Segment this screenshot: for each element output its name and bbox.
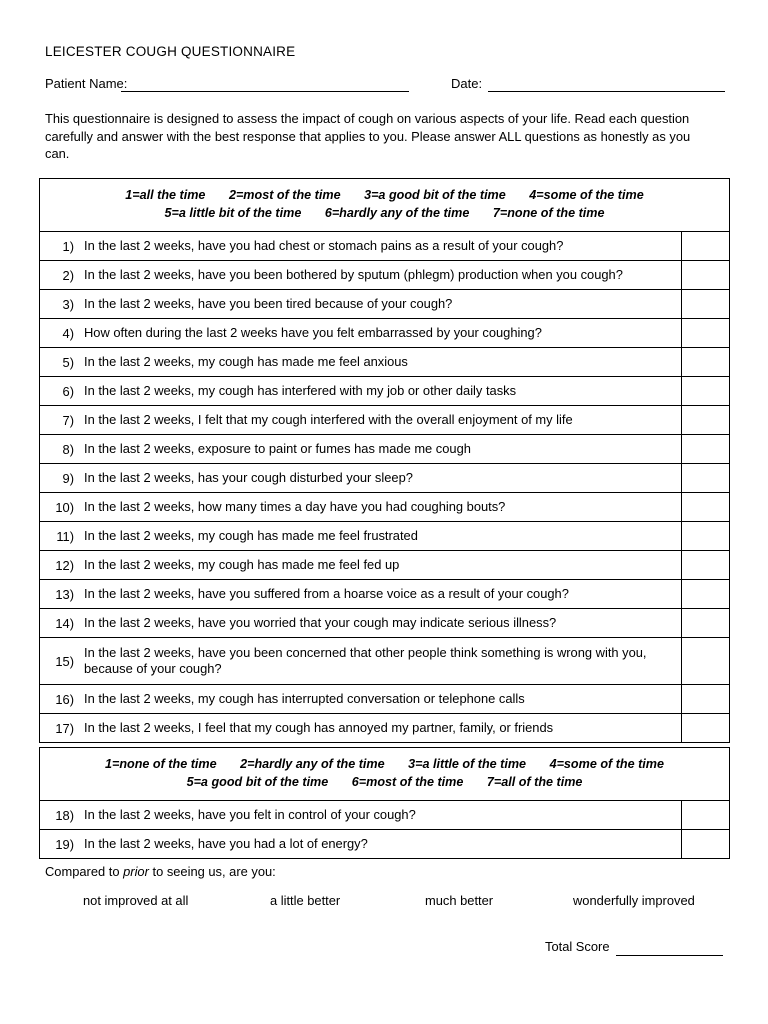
question-number: 14) bbox=[55, 615, 74, 631]
comparison-prefix: Compared to bbox=[45, 864, 124, 879]
question-text: In the last 2 weeks, have you had a lot of energy? bbox=[84, 835, 368, 851]
answer-cell[interactable] bbox=[681, 801, 729, 829]
question-text: In the last 2 weeks, have you been tired because of your cough? bbox=[84, 295, 453, 311]
table-row bbox=[40, 830, 729, 858]
answer-cell[interactable] bbox=[681, 232, 729, 260]
question-text: In the last 2 weeks, have you been concerned that other people think something is wrong with you, because of your cough? bbox=[84, 644, 647, 676]
question-text: In the last 2 weeks, my cough has made me feel fed up bbox=[84, 556, 400, 572]
alt-scale-legend bbox=[40, 748, 729, 801]
table-row bbox=[40, 551, 729, 580]
question-number: 11) bbox=[56, 528, 74, 544]
question-text: In the last 2 weeks, has your cough disturbed your sleep? bbox=[84, 469, 413, 485]
answer-cell[interactable] bbox=[681, 464, 729, 492]
answer-cell[interactable] bbox=[681, 685, 729, 713]
scale-option: 6=most of the time bbox=[351, 775, 464, 789]
table-row bbox=[40, 406, 729, 435]
scale-option: 3=a little of the time bbox=[408, 757, 527, 771]
table-row bbox=[40, 290, 729, 319]
answer-cell[interactable] bbox=[681, 714, 729, 742]
question-number: 6) bbox=[62, 383, 74, 399]
scale-option: 1=all the time bbox=[125, 188, 206, 202]
date-field[interactable] bbox=[488, 91, 725, 92]
question-text: In the last 2 weeks, have you been bothered by sputum (phlegm) production when you cough? bbox=[84, 266, 623, 282]
main-scale-legend-line-2 bbox=[48, 204, 721, 222]
main-scale-legend bbox=[40, 179, 729, 232]
question-text: In the last 2 weeks, exposure to paint or fumes has made me cough bbox=[84, 440, 471, 456]
patient-name-label: Patient Name: bbox=[45, 76, 128, 91]
scale-option: 2=most of the time bbox=[228, 188, 341, 202]
table-row bbox=[40, 801, 729, 830]
question-text: In the last 2 weeks, have you suffered from a hoarse voice as a result of your cough? bbox=[84, 585, 569, 601]
comparison-emphasis: prior bbox=[123, 864, 149, 879]
comparison-options bbox=[45, 893, 735, 911]
table-row bbox=[40, 714, 729, 742]
question-text: In the last 2 weeks, my cough has interrupted conversation or telephone calls bbox=[84, 690, 525, 706]
question-text: In the last 2 weeks, have you had chest or stomach pains as a result of your cough? bbox=[84, 237, 564, 253]
table-row bbox=[40, 377, 729, 406]
question-number: 15) bbox=[55, 653, 74, 669]
alt-scale-legend-line-2 bbox=[48, 773, 721, 791]
question-text: In the last 2 weeks, have you felt in control of your cough? bbox=[84, 806, 416, 822]
table-row bbox=[40, 685, 729, 714]
total-score-row bbox=[545, 939, 730, 959]
table-row bbox=[40, 464, 729, 493]
table-row bbox=[40, 348, 729, 377]
question-number: 3) bbox=[62, 296, 74, 312]
question-number: 16) bbox=[55, 691, 74, 707]
answer-cell[interactable] bbox=[681, 348, 729, 376]
question-number: 5) bbox=[62, 354, 74, 370]
question-number: 19) bbox=[55, 836, 74, 852]
option-a-little-better[interactable]: a little better bbox=[270, 893, 341, 908]
scale-option: 5=a little bit of the time bbox=[164, 206, 302, 220]
question-text: In the last 2 weeks, my cough has made me feel frustrated bbox=[84, 527, 418, 543]
scale-option: 6=hardly any of the time bbox=[324, 206, 470, 220]
answer-cell[interactable] bbox=[681, 580, 729, 608]
table-row bbox=[40, 638, 729, 685]
question-number: 7) bbox=[62, 412, 74, 428]
option-wonderfully-improved[interactable]: wonderfully improved bbox=[573, 893, 695, 908]
patient-identification-line bbox=[45, 76, 725, 96]
option-much-better[interactable]: much better bbox=[425, 893, 494, 908]
question-text: How often during the last 2 weeks have you felt embarrassed by your coughing? bbox=[84, 324, 542, 340]
question-number: 10) bbox=[55, 499, 74, 515]
answer-cell[interactable] bbox=[681, 830, 729, 858]
question-text: In the last 2 weeks, I felt that my cough interfered with the overall enjoyment of my life bbox=[84, 411, 573, 427]
comparison-question bbox=[45, 864, 276, 879]
answer-cell[interactable] bbox=[681, 377, 729, 405]
question-text: In the last 2 weeks, have you worried that your cough may indicate serious illness? bbox=[84, 614, 557, 630]
scale-option: 1=none of the time bbox=[104, 757, 217, 771]
table-row bbox=[40, 609, 729, 638]
instructions-paragraph: This questionnaire is designed to assess the impact of cough on various aspects of your life. Read each question carefully and answer with the best response that applies to you. Please answer ALL questions as honestly as you can. bbox=[45, 111, 691, 161]
answer-cell[interactable] bbox=[681, 261, 729, 289]
scale-option: 2=hardly any of the time bbox=[240, 757, 385, 771]
date-label: Date: bbox=[451, 76, 483, 91]
table-row bbox=[40, 580, 729, 609]
question-number: 4) bbox=[62, 325, 74, 341]
page-title: LEICESTER COUGH QUESTIONNAIRE bbox=[45, 44, 296, 59]
answer-cell[interactable] bbox=[681, 493, 729, 521]
question-text: In the last 2 weeks, I feel that my cough has annoyed my partner, family, or friends bbox=[84, 719, 554, 735]
main-scale-legend-line-1 bbox=[48, 186, 721, 204]
question-text: In the last 2 weeks, my cough has interfered with my job or other daily tasks bbox=[84, 382, 517, 398]
answer-cell[interactable] bbox=[681, 551, 729, 579]
answer-cell[interactable] bbox=[681, 609, 729, 637]
question-number: 17) bbox=[55, 720, 74, 736]
scale-option: 4=some of the time bbox=[549, 757, 664, 771]
question-number: 2) bbox=[62, 267, 74, 283]
total-score-field[interactable] bbox=[616, 955, 723, 956]
question-number: 13) bbox=[55, 586, 74, 602]
answer-cell[interactable] bbox=[681, 319, 729, 347]
alternate-question-table bbox=[39, 747, 730, 859]
answer-cell[interactable] bbox=[681, 522, 729, 550]
question-number: 18) bbox=[55, 807, 74, 823]
patient-name-field[interactable] bbox=[121, 91, 409, 92]
question-number: 9) bbox=[62, 470, 74, 486]
table-row bbox=[40, 261, 729, 290]
table-row bbox=[40, 435, 729, 464]
answer-cell[interactable] bbox=[681, 406, 729, 434]
option-not-improved-at-all[interactable]: not improved at all bbox=[83, 893, 189, 908]
answer-cell[interactable] bbox=[681, 290, 729, 318]
total-score-label: Total Score bbox=[545, 939, 610, 954]
scale-option: 3=a good bit of the time bbox=[364, 188, 506, 202]
question-number: 1) bbox=[62, 238, 74, 254]
table-row bbox=[40, 493, 729, 522]
scale-option: 5=a good bit of the time bbox=[186, 775, 329, 789]
table-row bbox=[40, 319, 729, 348]
scale-option: 7=none of the time bbox=[492, 206, 605, 220]
scale-option: 7=all of the time bbox=[486, 775, 583, 789]
question-number: 8) bbox=[62, 441, 74, 457]
question-text: In the last 2 weeks, my cough has made me feel anxious bbox=[84, 353, 408, 369]
comparison-suffix: to seeing us, are you: bbox=[148, 864, 276, 879]
answer-cell[interactable] bbox=[681, 638, 729, 684]
main-question-table bbox=[39, 178, 730, 743]
question-text: In the last 2 weeks, how many times a day have you had coughing bouts? bbox=[84, 498, 506, 514]
alt-scale-legend-line-1 bbox=[48, 755, 721, 773]
table-row bbox=[40, 522, 729, 551]
table-row bbox=[40, 232, 729, 261]
question-number: 12) bbox=[55, 557, 74, 573]
answer-cell[interactable] bbox=[681, 435, 729, 463]
scale-option: 4=some of the time bbox=[529, 188, 644, 202]
